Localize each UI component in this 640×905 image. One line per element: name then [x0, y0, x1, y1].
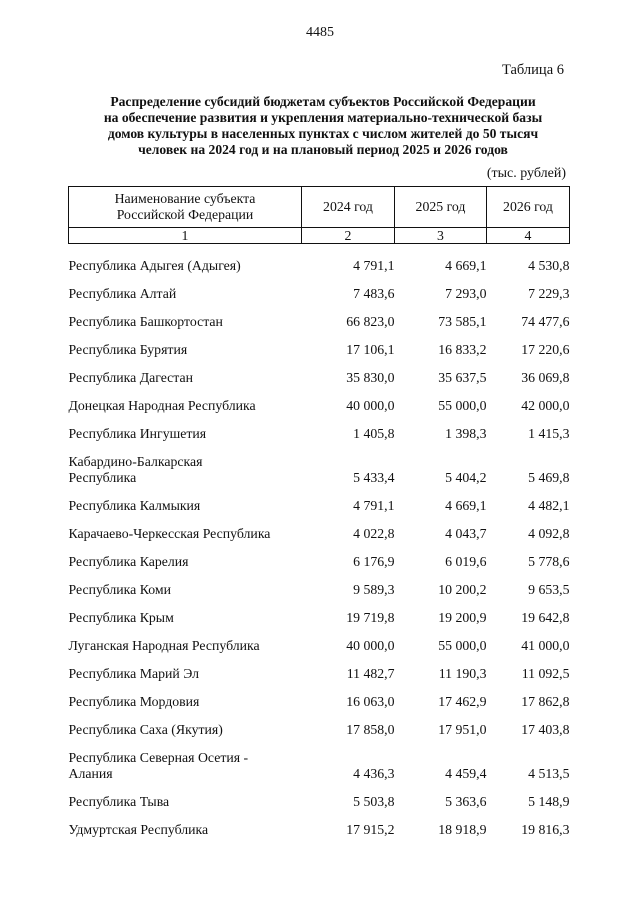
region-name: [69, 486, 302, 514]
value-2025: 4 669,1: [445, 498, 487, 513]
value-2025: 4 459,4: [445, 766, 487, 781]
region-name: [69, 810, 302, 838]
table-row: [69, 414, 570, 442]
value-2026: 42 000,0: [521, 398, 570, 413]
value-2026: 17 220,6: [521, 342, 570, 357]
value-2024: 4 791,1: [353, 498, 395, 513]
value-2025: 55 000,0: [438, 638, 487, 653]
region-name-line: Донецкая Народная Республика: [68, 398, 256, 413]
region-name: [69, 358, 302, 386]
value-2024: 5 433,4: [353, 470, 395, 485]
value-2026: 17 862,8: [521, 694, 570, 709]
region-name: [69, 514, 302, 542]
header-name-line: Наименование субъекта: [114, 191, 256, 206]
region-name-line: Республика Алтай: [68, 286, 177, 301]
value-2026: 4 482,1: [528, 498, 570, 513]
region-name-line: Республика Коми: [68, 582, 171, 597]
region-name: [69, 710, 302, 738]
region-name-line: Кабардино-Балкарская: [68, 454, 203, 469]
region-name-line: Республика Марий Эл: [68, 666, 200, 681]
region-name: [69, 414, 302, 442]
value-2025: 18 918,9: [438, 822, 487, 837]
table-body: [69, 244, 570, 839]
region-name: [69, 244, 302, 275]
value-2024: 7 483,6: [353, 286, 395, 301]
table-row: [69, 782, 570, 810]
table-row: [69, 274, 570, 302]
region-name-line: Республика Саха (Якутия): [68, 722, 223, 737]
value-2024: 16 063,0: [346, 694, 395, 709]
value-2026: 4 530,8: [528, 258, 570, 273]
table-label: Таблица 6: [501, 62, 564, 78]
table-row: [69, 486, 570, 514]
table-row: [69, 442, 570, 486]
table-row: [69, 386, 570, 414]
table-row: [69, 810, 570, 838]
title-line: человек на 2024 год и на плановый период 2025 и 2026 годов: [138, 142, 508, 157]
value-2025: 5 363,6: [445, 794, 487, 809]
table-row: [69, 358, 570, 386]
region-name: [69, 442, 302, 486]
region-name-line: Удмуртская Республика: [68, 822, 209, 837]
region-name: [69, 386, 302, 414]
header-year-2025: 2025 год: [395, 187, 487, 228]
value-2025: 4 043,7: [445, 526, 487, 541]
region-name-line: Республика Мордовия: [68, 694, 200, 709]
page-number: 4485: [306, 25, 334, 40]
value-2024: 9 589,3: [353, 582, 395, 597]
column-number: 1: [69, 228, 302, 244]
value-2024: 35 830,0: [346, 370, 395, 385]
table-row: [69, 738, 570, 782]
table-row: [69, 330, 570, 358]
value-2026: 17 403,8: [521, 722, 570, 737]
region-name-line: Карачаево-Черкесская Республика: [68, 526, 271, 541]
region-name-line: Республика Башкортостан: [68, 314, 223, 329]
table-row: [69, 626, 570, 654]
region-name-line: Республика Адыгея (Адыгея): [68, 258, 241, 273]
value-2026: 7 229,3: [528, 286, 570, 301]
value-2024: 4 791,1: [353, 258, 395, 273]
region-name: [69, 738, 302, 782]
header-row: [69, 187, 570, 228]
value-2024: 5 503,8: [353, 794, 395, 809]
value-2026: 5 778,6: [528, 554, 570, 569]
value-2026: 9 653,5: [528, 582, 570, 597]
table-row: [69, 654, 570, 682]
value-2025: 10 200,2: [438, 582, 487, 597]
header-name-cell: [69, 187, 302, 228]
value-2024: 4 022,8: [353, 526, 395, 541]
region-name-line: Республика Северная Осетия -: [68, 750, 249, 765]
value-2025: 16 833,2: [438, 342, 487, 357]
subsidy-table: [68, 186, 570, 838]
value-2026: 11 092,5: [521, 666, 570, 681]
region-name-line: Республика: [68, 470, 137, 485]
region-name: [69, 302, 302, 330]
region-name-line: Республика Ингушетия: [68, 426, 207, 441]
header-name-line: Российской Федерации: [116, 207, 254, 222]
region-name: [69, 654, 302, 682]
table-row: [69, 302, 570, 330]
value-2025: 73 585,1: [438, 314, 487, 329]
value-2026: 5 148,9: [528, 794, 570, 809]
document-title: [70, 94, 576, 158]
value-2026: 41 000,0: [521, 638, 570, 653]
region-name-line: Республика Тыва: [68, 794, 170, 809]
value-2024: 17 106,1: [346, 342, 395, 357]
value-2025: 11 190,3: [438, 666, 487, 681]
value-2026: 4 513,5: [528, 766, 570, 781]
column-number: 2: [302, 228, 395, 244]
region-name: [69, 330, 302, 358]
column-number: 3: [395, 228, 487, 244]
table-row: [69, 514, 570, 542]
value-2024: 66 823,0: [346, 314, 395, 329]
value-2025: 5 404,2: [445, 470, 487, 485]
table-header: [69, 187, 570, 244]
region-name: [69, 274, 302, 302]
title-line: на обеспечение развития и укрепления материально-технической базы: [103, 110, 543, 125]
region-name: [69, 598, 302, 626]
value-2026: 4 092,8: [528, 526, 570, 541]
value-2024: 40 000,0: [346, 398, 395, 413]
region-name-line: Республика Калмыкия: [68, 498, 201, 513]
table-row: [69, 710, 570, 738]
value-2024: 17 915,2: [346, 822, 395, 837]
value-2024: 4 436,3: [353, 766, 395, 781]
title-line: домов культуры в населенных пунктах с числом жителей до 50 тысяч: [107, 126, 539, 141]
column-number-row: [69, 228, 570, 244]
header-year-2026: 2026 год: [487, 187, 570, 228]
value-2025: 7 293,0: [445, 286, 487, 301]
value-2024: 17 858,0: [346, 722, 395, 737]
value-2026: 36 069,8: [521, 370, 570, 385]
table-row: [69, 682, 570, 710]
value-2026: 19 816,3: [521, 822, 570, 837]
table-row: [69, 244, 570, 275]
region-name: [69, 570, 302, 598]
value-2024: 19 719,8: [346, 610, 395, 625]
value-2025: 4 669,1: [445, 258, 487, 273]
value-2025: 17 951,0: [438, 722, 487, 737]
region-name: [69, 626, 302, 654]
value-2025: 1 398,3: [445, 426, 487, 441]
column-number: 4: [487, 228, 570, 244]
region-name: [69, 542, 302, 570]
value-2025: 6 019,6: [445, 554, 487, 569]
table-row: [69, 542, 570, 570]
value-2025: 55 000,0: [438, 398, 487, 413]
region-name-line: Республика Бурятия: [68, 342, 188, 357]
value-2026: 1 415,3: [528, 426, 570, 441]
table-row: [69, 598, 570, 626]
value-2024: 6 176,9: [353, 554, 395, 569]
value-2026: 74 477,6: [521, 314, 570, 329]
unit-note: (тыс. рублей): [486, 166, 566, 181]
region-name: [69, 682, 302, 710]
region-name-line: Республика Крым: [68, 610, 174, 625]
region-name: [69, 782, 302, 810]
table-row: [69, 570, 570, 598]
value-2024: 40 000,0: [346, 638, 395, 653]
header-year-2024: 2024 год: [302, 187, 395, 228]
region-name-line: Республика Дагестан: [68, 370, 194, 385]
value-2024: 1 405,8: [353, 426, 395, 441]
value-2024: 11 482,7: [346, 666, 395, 681]
title-line: Распределение субсидий бюджетам субъектов Российской Федерации: [110, 94, 536, 109]
value-2025: 17 462,9: [438, 694, 487, 709]
value-2026: 19 642,8: [521, 610, 570, 625]
value-2025: 19 200,9: [438, 610, 487, 625]
region-name-line: Алания: [68, 766, 113, 781]
value-2026: 5 469,8: [528, 470, 570, 485]
region-name-line: Луганская Народная Республика: [68, 638, 260, 653]
region-name-line: Республика Карелия: [68, 554, 189, 569]
value-2025: 35 637,5: [438, 370, 487, 385]
